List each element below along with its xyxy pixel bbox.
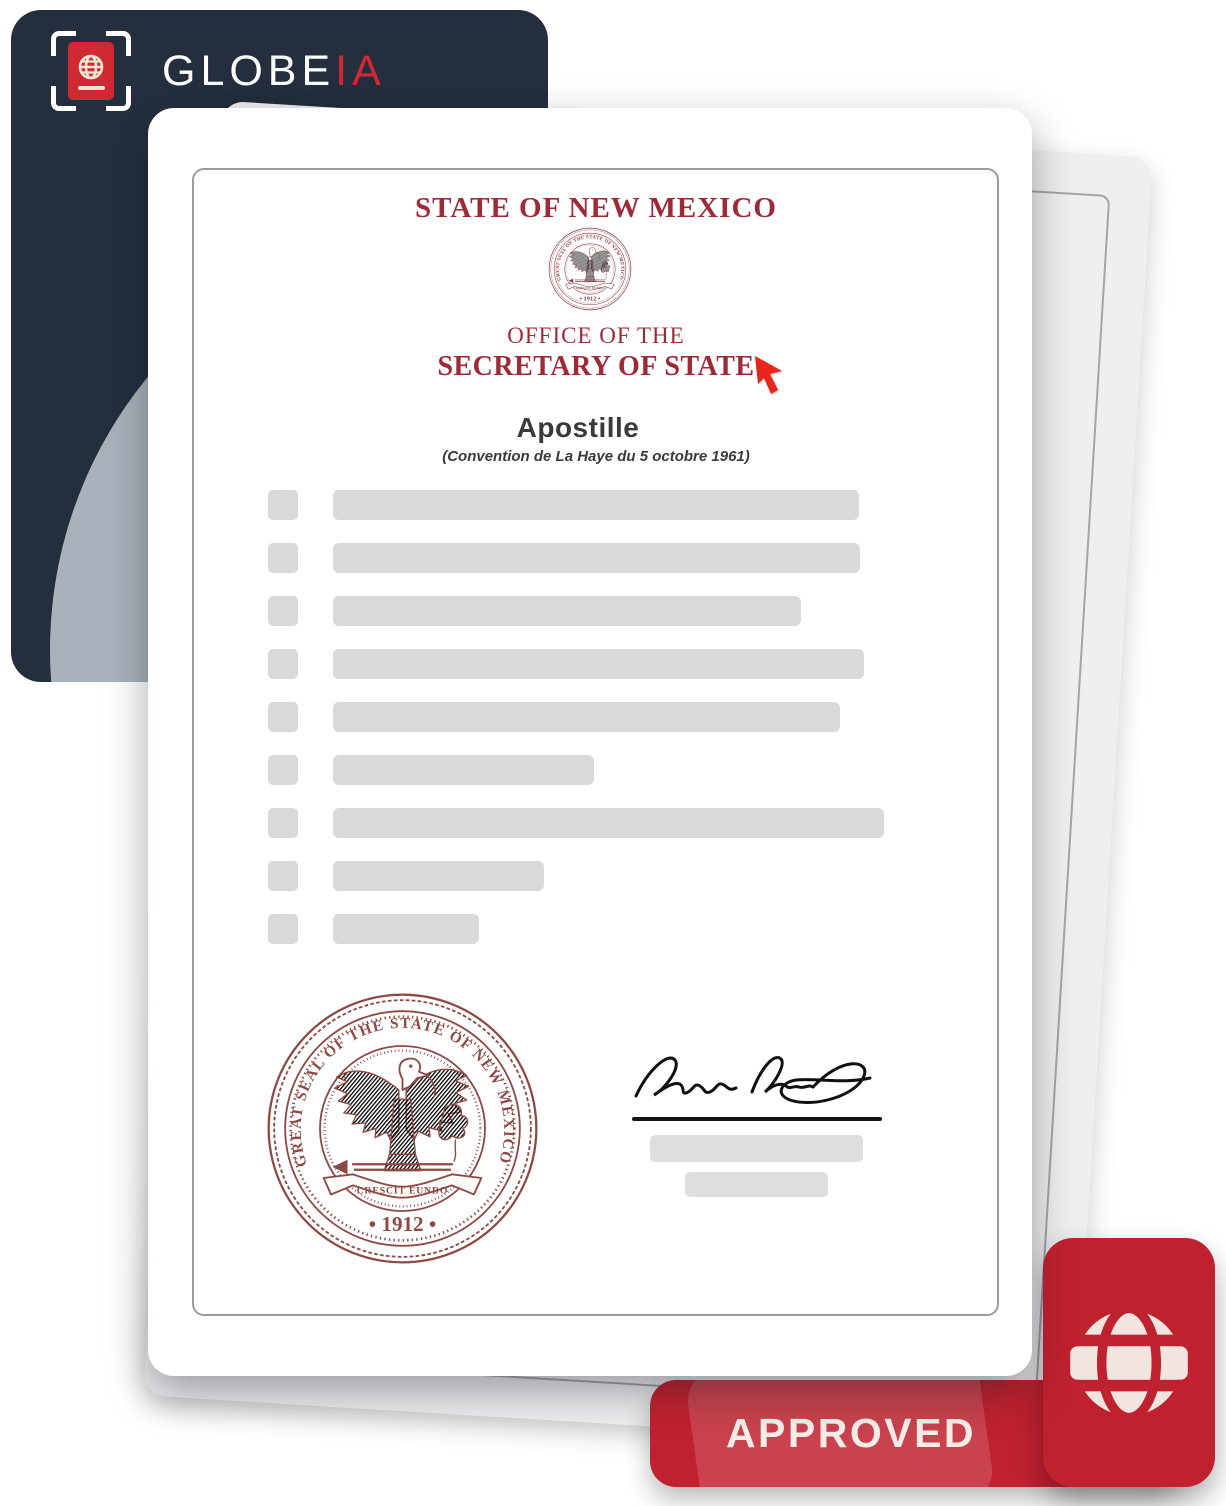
placeholder-row	[268, 490, 978, 520]
placeholder-bar	[333, 861, 544, 891]
brand-logo	[51, 31, 386, 111]
secretary-line: SECRETARY OF STATE	[437, 351, 755, 382]
placeholder-row	[268, 702, 978, 732]
placeholder-bar	[333, 649, 864, 679]
placeholder-row	[268, 649, 978, 679]
placeholder-row	[268, 808, 978, 838]
placeholder-row	[268, 543, 978, 573]
placeholder-bar	[333, 490, 859, 520]
doc-title: Apostille	[516, 412, 640, 443]
office-line: OFFICE OF THE	[507, 323, 685, 348]
placeholder-square	[268, 649, 298, 679]
placeholder-row	[268, 861, 978, 891]
globe-glyph-icon	[77, 53, 105, 81]
passport-scan-icon	[51, 31, 131, 111]
signature-placeholder-bar	[650, 1135, 863, 1162]
cursor-icon	[752, 354, 794, 396]
placeholder-bar	[333, 755, 594, 785]
certificate-title: STATE OF NEW MEXICO	[415, 192, 777, 224]
placeholder-bar	[333, 543, 860, 573]
state-seal-large	[265, 991, 540, 1266]
placeholder-bar	[333, 914, 479, 944]
state-seal-small	[548, 227, 632, 311]
brand-wordmark	[162, 47, 386, 96]
placeholder-bar	[333, 596, 801, 626]
placeholder-square	[268, 490, 298, 520]
placeholder-bar	[333, 702, 840, 732]
placeholder-row	[268, 914, 978, 944]
placeholder-square	[268, 914, 298, 944]
placeholder-square	[268, 702, 298, 732]
passport-line	[78, 86, 105, 90]
globe-icon	[1066, 1300, 1192, 1426]
certificate-page	[148, 108, 1032, 1376]
placeholder-square	[268, 596, 298, 626]
brand-name-accent: IA	[335, 46, 386, 95]
signature-placeholder-bar	[685, 1172, 828, 1197]
signature-graphic	[618, 1036, 888, 1121]
approved-label: APPROVED	[725, 1410, 977, 1456]
doc-subtitle: (Convention de La Haye du 5 octobre 1961)	[442, 448, 750, 465]
brand-name-primary: GLOBE	[162, 46, 336, 95]
placeholder-row	[268, 596, 978, 626]
globe-panel	[1043, 1238, 1215, 1487]
signature-line	[632, 1117, 882, 1121]
placeholder-row	[268, 755, 978, 785]
placeholder-bar	[333, 808, 884, 838]
placeholder-square	[268, 808, 298, 838]
passport-icon	[68, 42, 114, 100]
placeholder-square	[268, 861, 298, 891]
placeholder-list	[268, 490, 978, 967]
placeholder-square	[268, 543, 298, 573]
placeholder-square	[268, 755, 298, 785]
